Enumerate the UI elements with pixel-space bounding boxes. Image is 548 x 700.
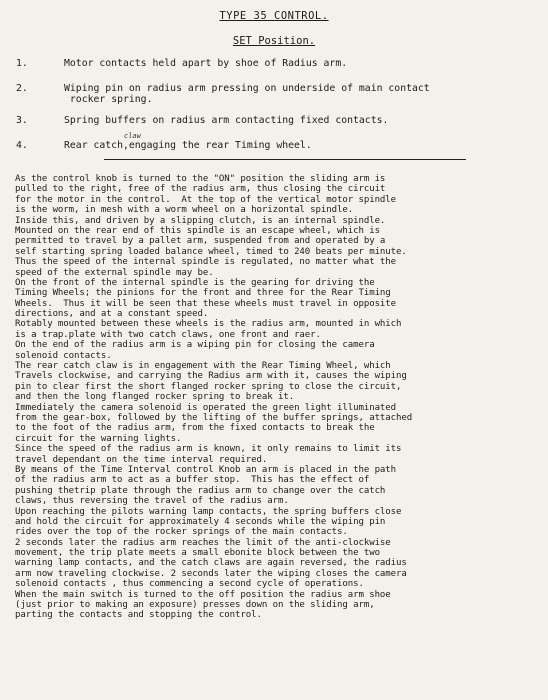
body-text bbox=[15, 174, 540, 621]
body-line: speed of the external spindle may be. bbox=[15, 267, 214, 278]
body-line: circuit for the warning lights. bbox=[15, 433, 182, 444]
body-line: claws, thus reversing the travel of the radius arm. bbox=[15, 496, 289, 507]
body-line: Mounted on the rear end of this spindle is an escape wheel, which is bbox=[15, 225, 380, 236]
body-line: Thus the speed of the internal spindle is regulated, no matter what the bbox=[15, 257, 397, 268]
body-line: By means of the Time Interval control Knob an arm is placed in the path bbox=[15, 464, 397, 475]
body-line: Timing Wheels; the pinions for the front and three for the Rear Timing bbox=[15, 288, 391, 299]
body-line: self starting spring loaded balance wheel, timed to 240 beats per minute. bbox=[15, 246, 407, 257]
body-line: is a trap.plate with two catch claws, one front and raer. bbox=[15, 329, 321, 340]
step-text: Spring buffers on radius arm contacting fixed contacts. bbox=[64, 115, 389, 126]
body-line: and hold the circuit for approximately 4 seconds while the wiping pin bbox=[15, 516, 386, 527]
handwritten-annotation: claw bbox=[124, 132, 141, 140]
body-line: pin to clear first the short flanged rocker spring to close the circuit, bbox=[15, 381, 402, 392]
body-line: On the end of the radius arm is a wiping pin for closing the camera bbox=[15, 340, 375, 351]
document-subtitle: SET Position. bbox=[232, 35, 316, 47]
body-line: Upon reaching the pilots warning lamp contacts, the spring buffers close bbox=[15, 506, 402, 517]
body-line: Since the speed of the radius arm is known, it only remains to limit its bbox=[15, 444, 402, 455]
body-line: directions, and at a constant speed. bbox=[15, 309, 209, 320]
step-list bbox=[16, 58, 536, 164]
body-line: from the gear-box, followed by the lifting of the buffer springs, attached bbox=[15, 412, 413, 423]
step-item bbox=[16, 115, 536, 140]
divider-rule bbox=[104, 159, 466, 160]
body-line: Rotably mounted between these wheels is the radius arm, mounted in which bbox=[15, 319, 402, 330]
body-line: solenoid contacts. bbox=[15, 350, 112, 361]
body-line: 2 seconds later the radius arm reaches the limit of the anti-clockwise bbox=[15, 537, 391, 548]
body-line: arm now traveling clockwise. 2 seconds later the wiping closes the camera bbox=[15, 568, 407, 579]
step-number: 1. bbox=[16, 58, 28, 69]
body-line: On the front of the internal spindle is the gearing for driving the bbox=[15, 277, 375, 288]
body-line: pulled to the right, free of the radius arm, thus closing the circuit bbox=[15, 184, 386, 195]
body-line: Inside this, and driven by a slipping clutch, is an internal spindle. bbox=[15, 215, 386, 226]
step-text: Motor contacts held apart by shoe of Radius arm. bbox=[64, 58, 348, 69]
body-line: of the radius arm to act as a buffer stop. This has the effect of bbox=[15, 475, 370, 486]
step-number: 3. bbox=[16, 115, 28, 126]
body-line: As the control knob is turned to the "ON" position the sliding arm is bbox=[15, 174, 386, 184]
body-line: permitted to travel by a pallet arm, suspended from and operated by a bbox=[15, 236, 386, 247]
body-line: parting the contacts and stopping the control. bbox=[15, 610, 262, 621]
body-line: Wheels. Thus it will be seen that these wheels must travel in opposite bbox=[15, 298, 397, 309]
step-item bbox=[16, 83, 536, 115]
body-line: to the foot of the radius arm, from the fixed contacts to break the bbox=[15, 423, 375, 434]
step-item bbox=[16, 132, 536, 164]
step-text: Rear catch,engaging the rear Timing wheel. bbox=[64, 140, 312, 151]
body-line: and then the long flanged rocker spring to break it. bbox=[15, 392, 295, 403]
step-text: Wiping pin on radius arm pressing on underside of main contact rocker spring. bbox=[64, 83, 430, 105]
body-line: for the motor in the control. At the top of the vertical motor spindle bbox=[15, 194, 397, 205]
body-line: Travels clockwise, and carrying the Radius arm with it, causes the wiping bbox=[15, 371, 407, 382]
body-line: (just prior to making an exposure) presses down on the sliding arm, bbox=[15, 600, 375, 611]
body-line: When the main switch is turned to the off position the radius arm shoe bbox=[15, 589, 391, 600]
body-line: movement, the trip plate meets a small ebonite block between the two bbox=[15, 548, 380, 559]
body-line: travel dependant on the time interval required. bbox=[15, 454, 268, 465]
body-line: is the worm, in mesh with a worm wheel on a horizontal spindle. bbox=[15, 205, 354, 216]
body-line: pushing thetrip plate through the radius arm to change over the catch bbox=[15, 485, 386, 496]
step-number: 4. bbox=[16, 140, 28, 151]
step-item bbox=[16, 58, 536, 83]
document-title: TYPE 35 CONTROL. bbox=[219, 10, 329, 22]
step-number: 2. bbox=[16, 83, 28, 94]
body-line: The rear catch claw is in engagement with the Rear Timing Wheel, which bbox=[15, 361, 391, 372]
body-line: solenoid contacts , thus commencing a second cycle of operations. bbox=[15, 579, 364, 590]
body-line: warning lamp contacts, and the catch claws are again reversed, the radius bbox=[15, 558, 407, 569]
body-line: Immediately the camera solenoid is operated the green light illuminated bbox=[15, 402, 397, 413]
body-line: rides over the top of the rocker springs of the main contacts. bbox=[15, 527, 348, 538]
